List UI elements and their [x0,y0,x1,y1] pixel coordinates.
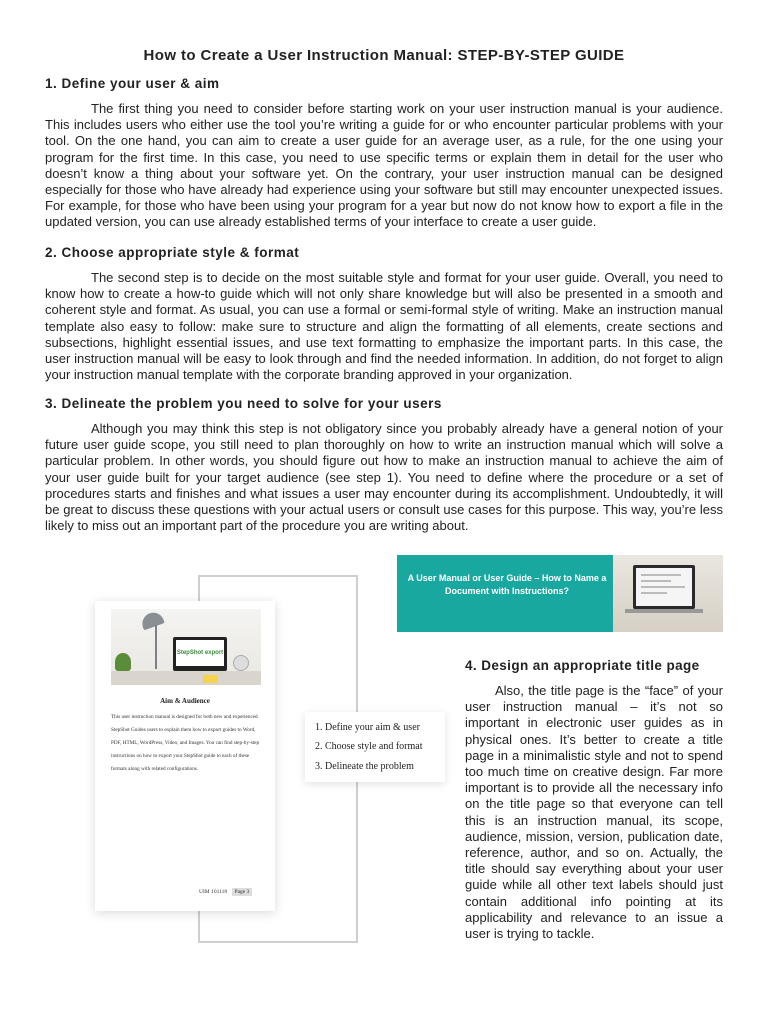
section-3-heading: 3. Delineate the problem you need to solve for your users [45,396,442,411]
manual-body: This user instruction manual is designed for both new and experienced StepShot Guides users to explain them how to export guides to Word, PDF, HTML, WordPress, Video, and Images. You can find step-by-step instructions on how to export your StepShot guide to each of these formats along with related configurations. [111,714,260,772]
desk-photo [111,609,261,685]
banner-text: A User Manual or User Guide – How to Name a Document with Instructions? [407,573,607,596]
screen-line [641,574,681,576]
toc-item: 1. Define your aim & user [315,722,420,733]
manual-title: Aim & Audience [160,697,210,705]
section-2-heading: 2. Choose appropriate style & format [45,245,300,260]
toc-card [305,712,445,782]
section-1-text: The first thing you need to consider before starting work on your user instruction manual is your audience. This includes users who either use the tool you’re writing a guide for or who encounter particular problems with your tool. On the one hand, you can aim to create a user guide for an average user, as a rule, for the one using your program for the first time. In this case, you need to use specific terms or explain them in detail for the user who doesn’t know a thing about your software yet. On the contrary, your user instruction manual can be designed especially for those who have already had experience using your software but still may encounter unexpected issues. For example, for those who have been using your program for a year but now do not know how to export a file in the updated version, you can use already established terms of your interface to create a user guide. [45,101,723,230]
screen-line [641,592,667,594]
laptop-base [625,609,703,613]
toc-item: 3. Delineate the problem [315,761,414,772]
clock-icon [233,655,249,671]
laptop-icon [633,565,695,609]
lamp-icon [139,610,164,631]
manual-doc-id: UIM 101118 [199,889,228,895]
plant-icon [115,653,131,671]
section-1-heading: 1. Define your user & aim [45,76,220,91]
screen-line [641,586,685,588]
manual-page-number: Page 3 [232,888,253,896]
screen-line [641,580,671,582]
section-3-text: Although you may think this step is not obligatory since you probably already have a general notion of your future user guide scope, you still need to plan thoroughly on how to write an instruction manual which will solve a particular problem. In other words, you should figure out how to make an instruction manual to achieve the aim of your user guide built for your target audience (see step 1). You need to define where the procedure or a set of procedures starts and finishes and what issues a user may encounter during its accomplishment. Undoubtedly, it will be great to discuss these questions with your actual users or consult use cases for this purpose. This way, you’re less likely to miss out an important part of the procedure you are writing about. [45,421,723,534]
lamp-arm [155,625,157,669]
article-banner[interactable] [397,555,723,632]
desk [111,671,261,685]
section-2-text: The second step is to decide on the most suitable style and format for your user guide. Overall, you need to know how to create a how-to guide which will not only share knowledge but will also be presented in a smooth and coherent style and format. As usual, you can use a formal or semi-formal style of writing. Make an instruction manual template also easy to follow: make sure to structure and align the formatting of all elements, create sections and subsections, highlight essential issues, and use text formatting to emphasize the important parts. In this case, the user instruction manual will be easy to look through and find the needed information. In addition, do not forget to align your instruction manual template with the corporate branding approved in your organization. [45,270,723,383]
laptop-photo [613,555,723,632]
page-title: How to Create a User Instruction Manual: STEP-BY-STEP GUIDE [143,47,625,64]
manual-page-mockup [95,601,275,911]
manual-footer [199,889,252,895]
toc-item: 2. Choose style and format [315,741,423,752]
section-4-text: Also, the title page is the “face” of your user instruction manual – it’s not so important in electronic user guides as in physical ones. It’s better to create a title page in a minimalistic style and not to spend too much time on creative design. Far more important is to provide all the necessary info on the title page so that everyone can tell this is an instruction manual, its scope, audience, mission, version, publication date, reference, author, and so on. Actually, the title should say everything about your user guide while all other text labels should just contain additional info pointing at its applicability and relevance to an issue a user is trying to tackle. [465,683,723,942]
monitor-icon [173,637,227,671]
monitor-label: StepShot export [176,640,224,666]
laptop-screen [636,568,692,606]
section-4-heading: 4. Design an appropriate title page [465,658,700,673]
sticky-note-icon [203,675,217,683]
